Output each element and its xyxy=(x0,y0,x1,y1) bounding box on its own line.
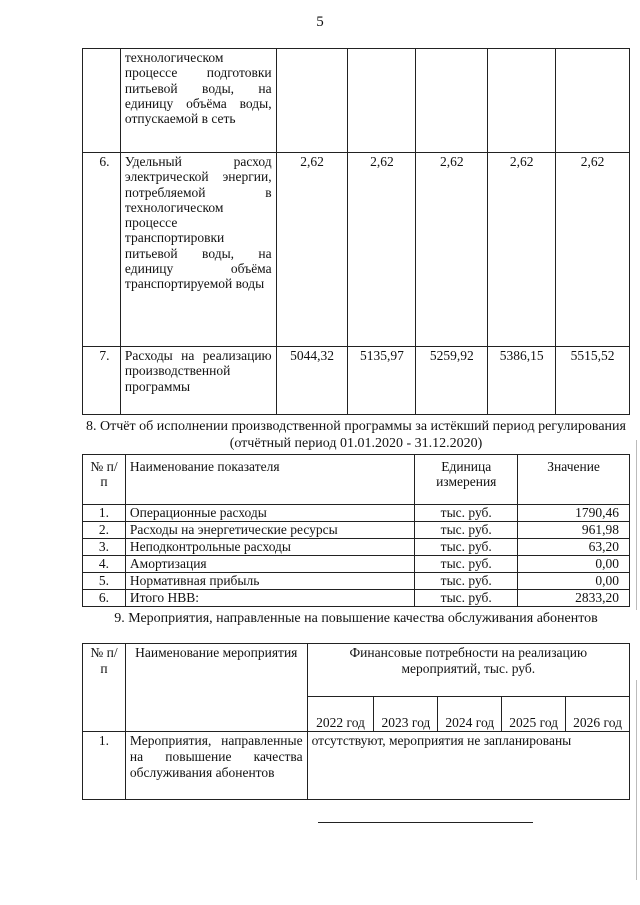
indicator-name: Итого НВВ: xyxy=(125,590,414,607)
signature-line xyxy=(318,822,533,823)
value-cell xyxy=(556,49,630,153)
header-finance: Финансовые потребности на реализацию мероприятий, тыс. руб. xyxy=(307,644,629,697)
header-name: Наименование показателя xyxy=(125,455,414,505)
value-cell xyxy=(276,49,348,153)
table-row xyxy=(83,153,630,347)
value-cell: 0,00 xyxy=(518,556,630,573)
indicator-name: Операционные расходы xyxy=(125,505,414,522)
value-cell: 961,98 xyxy=(518,522,630,539)
value-cell: 2833,20 xyxy=(518,590,630,607)
value-cell: 5386,15 xyxy=(488,347,556,415)
indicator-name: Расходы на энергетические ресурсы xyxy=(125,522,414,539)
unit-cell: тыс. руб. xyxy=(415,539,518,556)
header-value: Значение xyxy=(518,455,630,505)
row-number: 5. xyxy=(83,573,126,590)
value-cell: 5135,97 xyxy=(348,347,416,415)
measure-name: Мероприятия, направленные на повышение качества обслуживания абонентов xyxy=(125,732,307,800)
value-cell: 5044,32 xyxy=(276,347,348,415)
scan-edge-mark xyxy=(636,680,637,880)
indicator-name: Удельный расход электрической энергии, потребляемой в технологическом процессе транспортировки питьевой воды, на единицу объёма транспортируемой воды xyxy=(120,153,276,347)
indicator-name: Амортизация xyxy=(125,556,414,573)
indicator-name: Нормативная прибыль xyxy=(125,573,414,590)
value-cell: 5259,92 xyxy=(416,347,488,415)
row-number: 7. xyxy=(83,347,121,415)
table-row xyxy=(83,556,630,573)
header-year: 2023 год xyxy=(374,697,438,732)
value-cell: 2,62 xyxy=(348,153,416,347)
value-cell xyxy=(348,49,416,153)
unit-cell: тыс. руб. xyxy=(415,573,518,590)
table-row xyxy=(83,347,630,415)
row-number xyxy=(83,49,121,153)
table-header-row xyxy=(83,455,630,505)
indicator-name: Расходы на реализацию производственной программы xyxy=(120,347,276,415)
header-year: 2024 год xyxy=(438,697,502,732)
header-num: № п/п xyxy=(83,644,126,732)
service-quality-measures-table xyxy=(82,643,630,800)
table-row xyxy=(83,590,630,607)
row-number: 4. xyxy=(83,556,126,573)
indicator-name: технологическом процессе подготовки питьевой воды, на единицу объёма воды, отпускаемой в сеть xyxy=(120,49,276,153)
scan-edge-mark xyxy=(636,440,637,610)
table-row xyxy=(83,49,630,153)
section-9-title: 9. Мероприятия, направленные на повышение качества обслуживания абонентов xyxy=(114,611,598,626)
table-row xyxy=(83,573,630,590)
program-report-table xyxy=(82,454,630,607)
value-cell: 0,00 xyxy=(518,573,630,590)
row-number: 1. xyxy=(83,505,126,522)
row-number: 3. xyxy=(83,539,126,556)
section-8-title: 8. Отчёт об исполнении производственной программы за истёкший период регулирования (отчётный период 01.01.2020 - 31.12.2020) xyxy=(86,419,626,451)
unit-cell: тыс. руб. xyxy=(415,505,518,522)
unit-cell: тыс. руб. xyxy=(415,522,518,539)
table-row xyxy=(83,522,630,539)
indicator-name: Неподконтрольные расходы xyxy=(125,539,414,556)
header-year: 2022 год xyxy=(307,697,374,732)
value-cell: 2,62 xyxy=(276,153,348,347)
production-program-table-continued xyxy=(82,48,630,415)
page-number: 5 xyxy=(316,14,324,30)
header-name: Наименование мероприятия xyxy=(125,644,307,732)
table-row xyxy=(83,505,630,522)
value-cell: 63,20 xyxy=(518,539,630,556)
value-cell xyxy=(416,49,488,153)
unit-cell: тыс. руб. xyxy=(415,590,518,607)
table-row xyxy=(83,732,630,800)
row-number: 2. xyxy=(83,522,126,539)
value-cell: 2,62 xyxy=(416,153,488,347)
header-year: 2026 год xyxy=(566,697,630,732)
value-cell: 2,62 xyxy=(488,153,556,347)
row-number: 6. xyxy=(83,590,126,607)
table-header-row xyxy=(83,644,630,697)
header-unit: Единица измерения xyxy=(415,455,518,505)
header-year: 2025 год xyxy=(502,697,566,732)
row-number: 6. xyxy=(83,153,121,347)
row-number: 1. xyxy=(83,732,126,800)
table-row xyxy=(83,539,630,556)
measure-status: отсутствуют, мероприятия не запланированы xyxy=(307,732,629,800)
unit-cell: тыс. руб. xyxy=(415,556,518,573)
value-cell: 1790,46 xyxy=(518,505,630,522)
value-cell: 2,62 xyxy=(556,153,630,347)
value-cell: 5515,52 xyxy=(556,347,630,415)
value-cell xyxy=(488,49,556,153)
header-num: № п/п xyxy=(83,455,126,505)
